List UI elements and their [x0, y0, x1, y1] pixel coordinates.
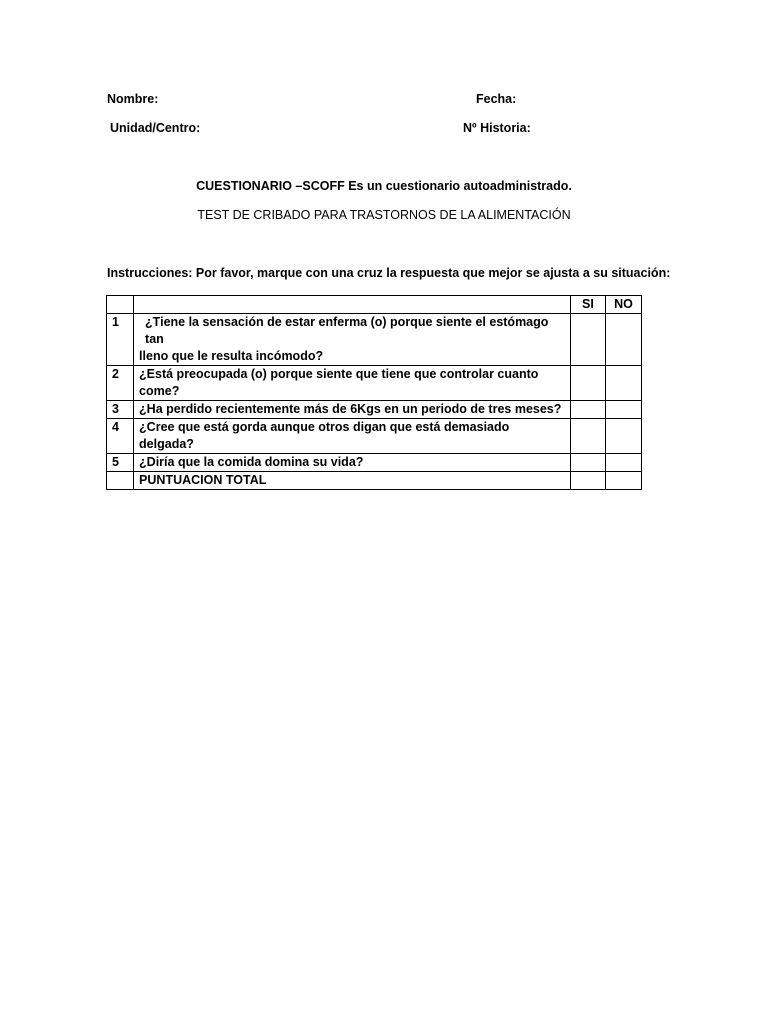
row-number: 1 — [107, 314, 134, 366]
question-text: ¿Diría que la comida domina su vida? — [134, 454, 571, 472]
answer-si-cell[interactable] — [570, 419, 605, 454]
total-row — [107, 472, 642, 490]
header-question-cell — [134, 296, 571, 314]
total-label: PUNTUACION TOTAL — [134, 472, 571, 490]
table-row — [107, 314, 642, 366]
questionnaire-title: CUESTIONARIO –SCOFF Es un cuestionario autoadministrado. — [196, 179, 572, 193]
nombre-label: Nombre: — [107, 92, 159, 106]
table-row — [107, 401, 642, 419]
header-no: NO — [605, 296, 641, 314]
answer-no-cell[interactable] — [605, 454, 641, 472]
question-line: lleno que le resulta incómodo? — [139, 349, 324, 363]
answer-no-cell[interactable] — [605, 419, 641, 454]
row-number: 5 — [107, 454, 134, 472]
header-num-cell — [107, 296, 134, 314]
scoff-table — [106, 295, 642, 490]
instructions-text: Instrucciones: Por favor, marque con una cruz la respuesta que mejor se ajusta a su situación: — [107, 266, 671, 280]
table-row — [107, 454, 642, 472]
answer-si-cell[interactable] — [570, 314, 605, 366]
question-text: ¿Ha perdido recientemente más de 6Kgs en un periodo de tres meses? — [134, 401, 571, 419]
total-num-cell — [107, 472, 134, 490]
question-line: ¿Tiene la sensación de estar enferma (o) porque siente el estómago tan — [145, 315, 549, 346]
question-text: ¿Cree que está gorda aunque otros digan que está demasiado delgada? — [134, 419, 571, 454]
total-no-cell[interactable] — [605, 472, 641, 490]
table-header-row — [107, 296, 642, 314]
answer-si-cell[interactable] — [570, 454, 605, 472]
answer-si-cell[interactable] — [570, 366, 605, 401]
answer-no-cell[interactable] — [605, 366, 641, 401]
row-number: 4 — [107, 419, 134, 454]
table-row — [107, 366, 642, 401]
fecha-label: Fecha: — [476, 92, 517, 106]
answer-no-cell[interactable] — [605, 314, 641, 366]
answer-si-cell[interactable] — [570, 401, 605, 419]
question-text — [134, 314, 571, 366]
total-si-cell[interactable] — [570, 472, 605, 490]
row-number: 2 — [107, 366, 134, 401]
numero-historia-label: Nº Historia: — [463, 121, 531, 135]
unidad-centro-label: Unidad/Centro: — [110, 121, 201, 135]
header-si: SI — [570, 296, 605, 314]
table-row — [107, 419, 642, 454]
row-number: 3 — [107, 401, 134, 419]
question-text: ¿Está preocupada (o) porque siente que tiene que controlar cuanto come? — [134, 366, 571, 401]
answer-no-cell[interactable] — [605, 401, 641, 419]
questionnaire-subtitle: TEST DE CRIBADO PARA TRASTORNOS DE LA ALIMENTACIÓN — [197, 208, 571, 222]
